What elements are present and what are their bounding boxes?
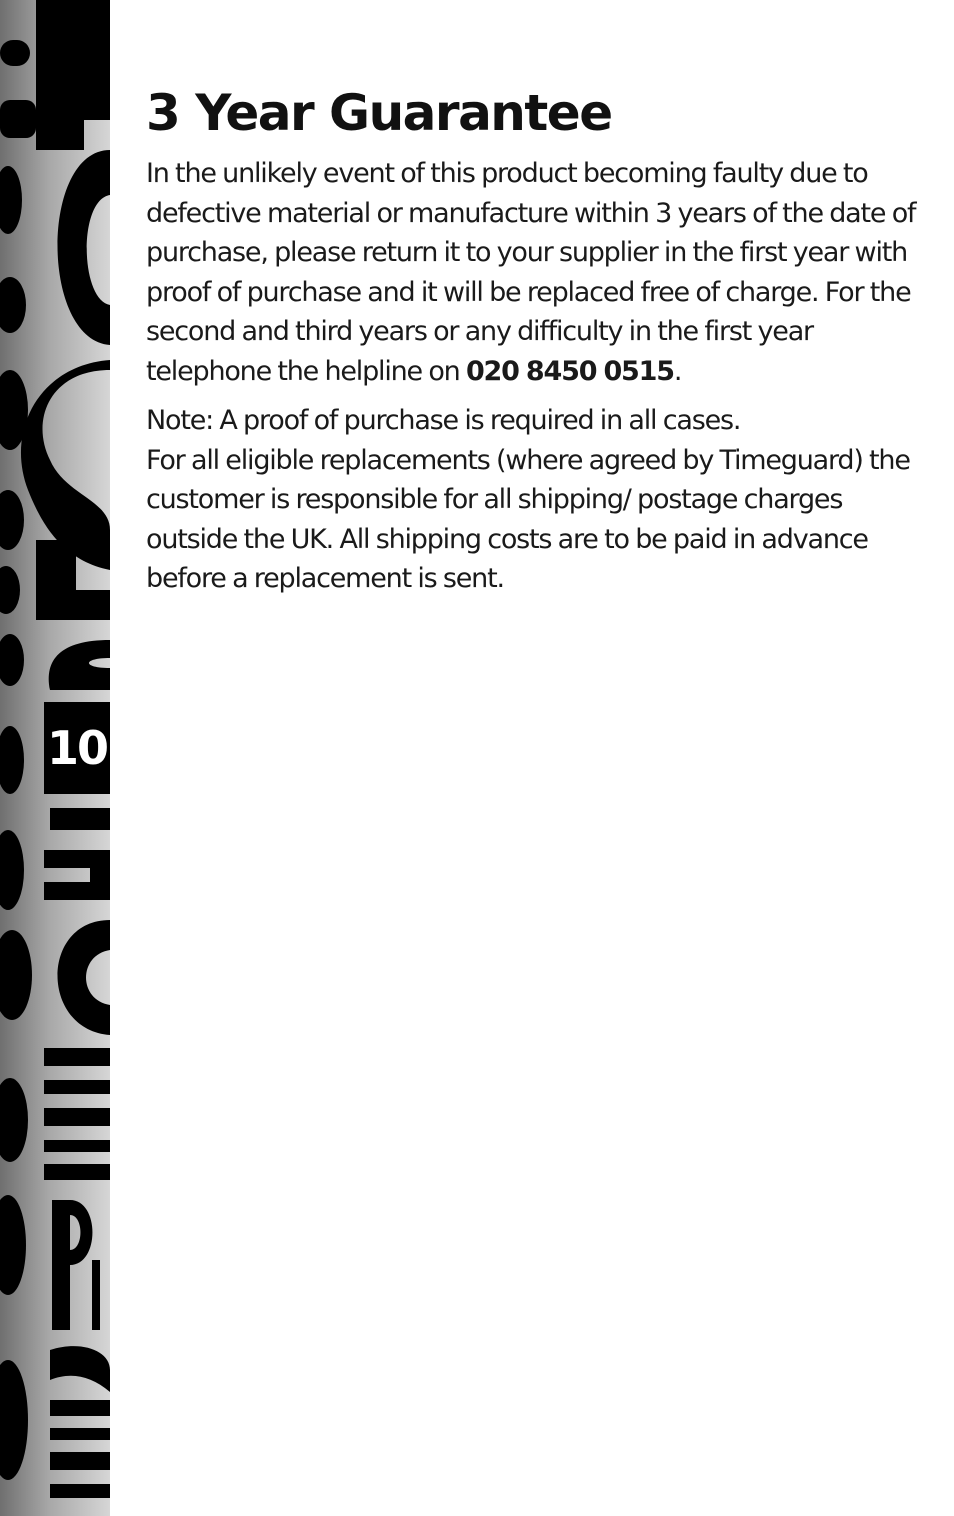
deco-stroke	[0, 100, 36, 138]
deco-stroke	[92, 1260, 100, 1330]
note-paragraph	[146, 401, 916, 599]
deco-stroke	[50, 1428, 110, 1440]
page-number-tab	[44, 702, 110, 794]
deco-blob	[0, 634, 24, 686]
guarantee-section	[146, 82, 916, 599]
deco-stroke	[84, 0, 110, 120]
deco-stroke	[50, 1484, 110, 1498]
deco-stroke	[44, 1048, 110, 1066]
deco-curve	[58, 150, 111, 345]
helpline-number: 020 8450 0515	[465, 355, 674, 387]
note-line-1: Note: A proof of purchase is required in all cases.	[146, 405, 741, 436]
page-number: 10	[46, 721, 107, 775]
guarantee-text-end: .	[673, 355, 682, 387]
deco-blob	[0, 490, 24, 550]
deco-stroke	[44, 1164, 110, 1180]
deco-blob	[0, 930, 32, 1020]
deco-stroke	[44, 1108, 110, 1126]
deco-stroke	[50, 1452, 110, 1470]
deco-stroke	[36, 590, 110, 620]
deco-blob	[0, 1078, 28, 1162]
deco-stroke	[44, 850, 110, 900]
deco-curve	[70, 1200, 93, 1265]
deco-stroke	[44, 1080, 110, 1094]
deco-stroke	[50, 1400, 110, 1416]
deco-blob	[0, 830, 24, 910]
deco-curve	[50, 1346, 110, 1392]
deco-curve	[58, 920, 111, 1035]
deco-stroke	[52, 1200, 70, 1330]
deco-blob	[0, 1360, 28, 1480]
deco-curve	[49, 640, 110, 690]
guarantee-text: In the unlikely event of this product becoming faulty due to defective material or manufacture within 3 years of the date of purchase, please return it to your supplier in the first year with proof of purchase and it will be replaced free of charge. For the second and third years or any difficulty in the first year telephone the helpline on	[146, 158, 916, 387]
deco-blob	[0, 277, 26, 333]
note-line-2: For all eligible replacements (where agreed by Timeguard) the customer is responsible for all shipping/ postage charges outside the UK. All shipping costs are to be paid in advance before a replacement is sent.	[146, 444, 910, 594]
guarantee-paragraph	[146, 154, 916, 391]
deco-stroke	[44, 1140, 110, 1152]
deco-blob	[0, 726, 24, 794]
deco-curve	[21, 360, 110, 570]
deco-stroke	[0, 40, 30, 66]
deco-blob	[0, 166, 22, 234]
deco-stroke	[36, 0, 84, 150]
deco-blob	[0, 1195, 26, 1295]
page-title: 3 Year Guarantee	[146, 84, 612, 142]
deco-blob	[0, 566, 20, 614]
deco-stroke	[50, 808, 110, 830]
